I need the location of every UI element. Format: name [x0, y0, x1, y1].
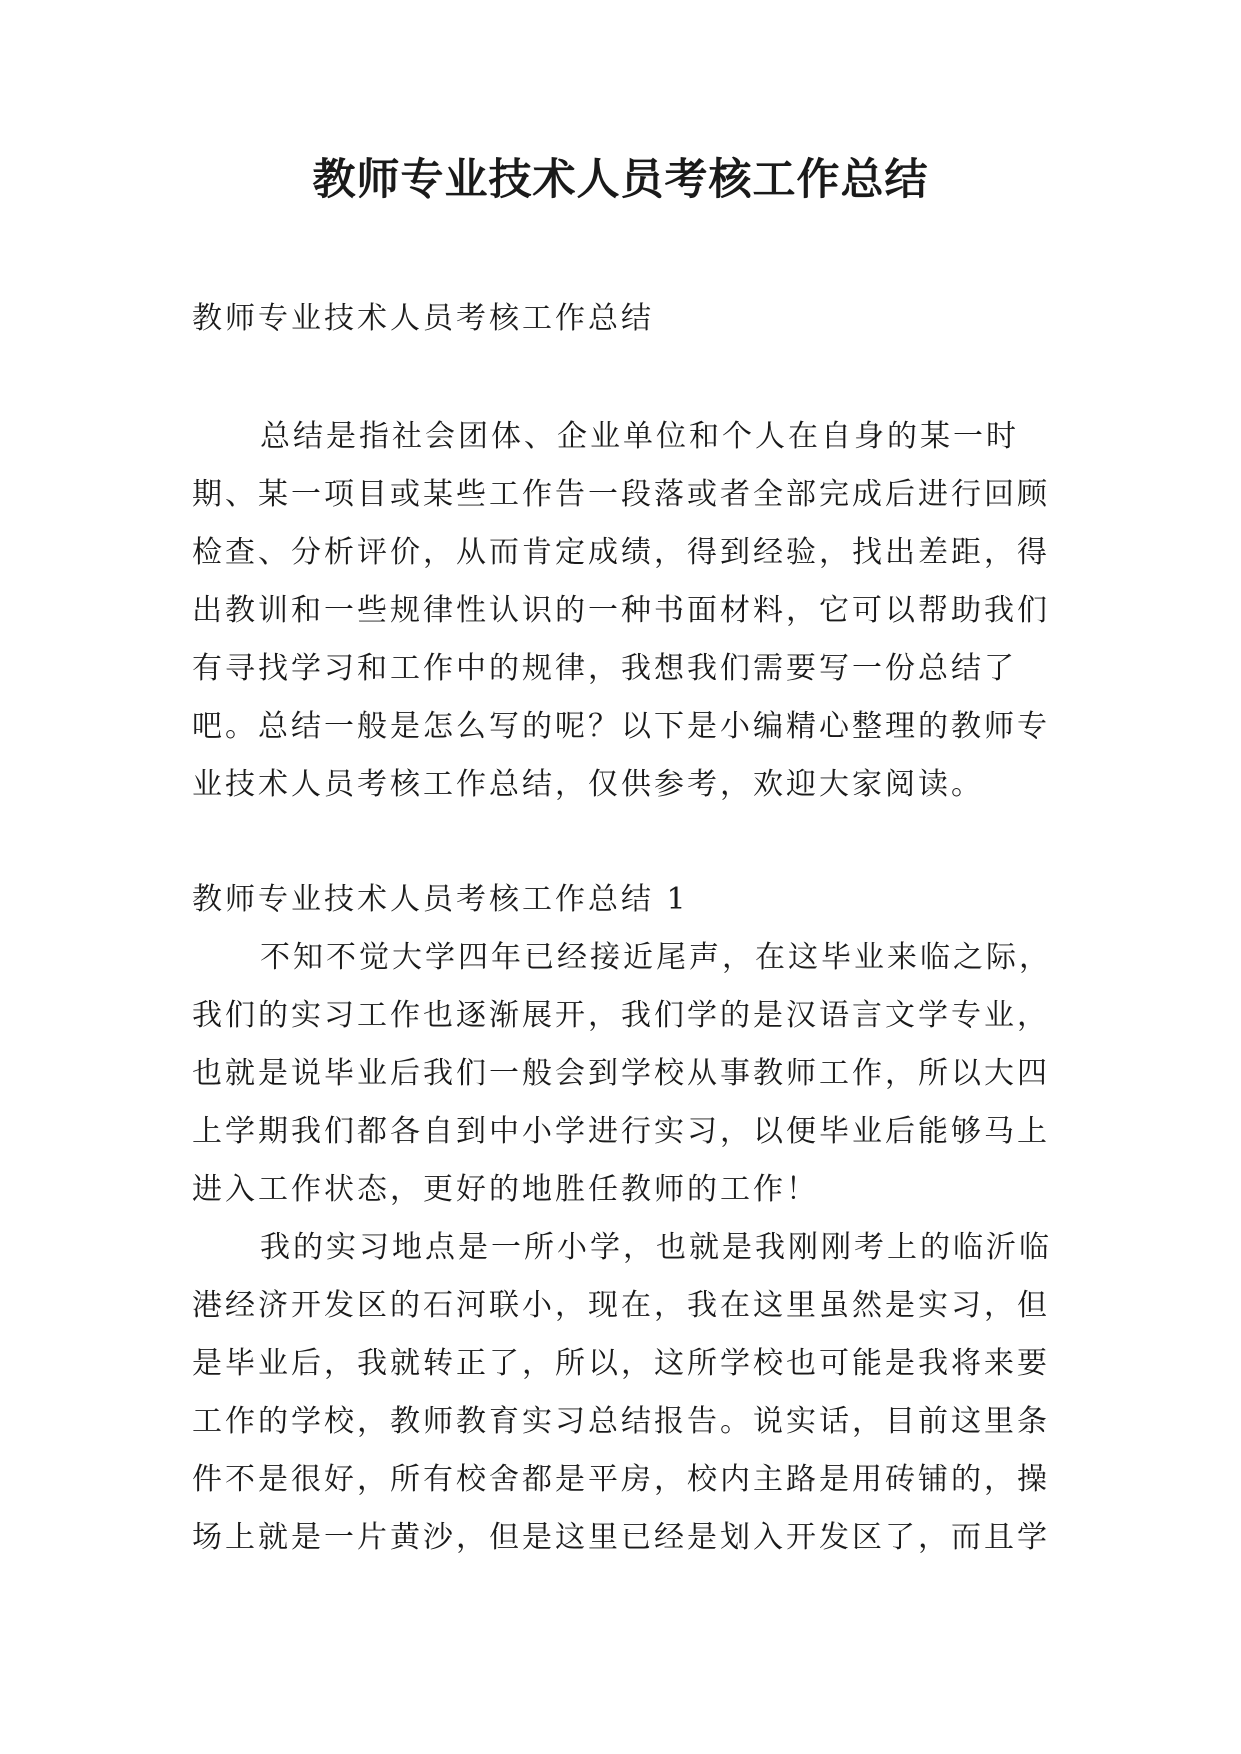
section-heading: 教师专业技术人员考核工作总结 1	[192, 882, 689, 917]
intro-paragraph: 总结是指社会团体、企业单位和个人在自身的某一时期、某一项目或某些工作告一段落或者全部完成后进行回顾检查、分析评价，从而肯定成绩，得到经验，找出差距，得出教训和一些规律性认识的一种书面材料，它可以帮助我们有寻找学习和工作中的规律，我想我们需要写一份总结了吧。总结一般是怎么写的呢？以下是小编精心整理的教师专业技术人员考核工作总结，仅供参考，欢迎大家阅读。	[192, 419, 1050, 802]
section-paragraph-2: 我的实习地点是一所小学，也就是我刚刚考上的临沂临港经济开发区的石河联小，现在，我在这里虽然是实习，但是毕业后，我就转正了，所以，这所学校也可能是我将来要工作的学校，教师教育实习总结报告。说实话，目前这里条件不是很好，所有校舍都是平房，校内主路是用砖铺的，操场上就是一片黄沙，但是这里已经是划入开发区了，而且学	[192, 1230, 1052, 1555]
document-title: 教师专业技术人员考核工作总结	[312, 155, 929, 205]
section-paragraph-1: 不知不觉大学四年已经接近尾声，在这毕业来临之际，我们的实习工作也逐渐展开，我们学的是汉语言文学专业，也就是说毕业后我们一般会到学校从事教师工作，所以大四上学期我们都各自到中小学进行实习，以便毕业后能够马上进入工作状态，更好的地胜任教师的工作！	[192, 940, 1052, 1207]
document-subtitle: 教师专业技术人员考核工作总结	[192, 301, 654, 336]
